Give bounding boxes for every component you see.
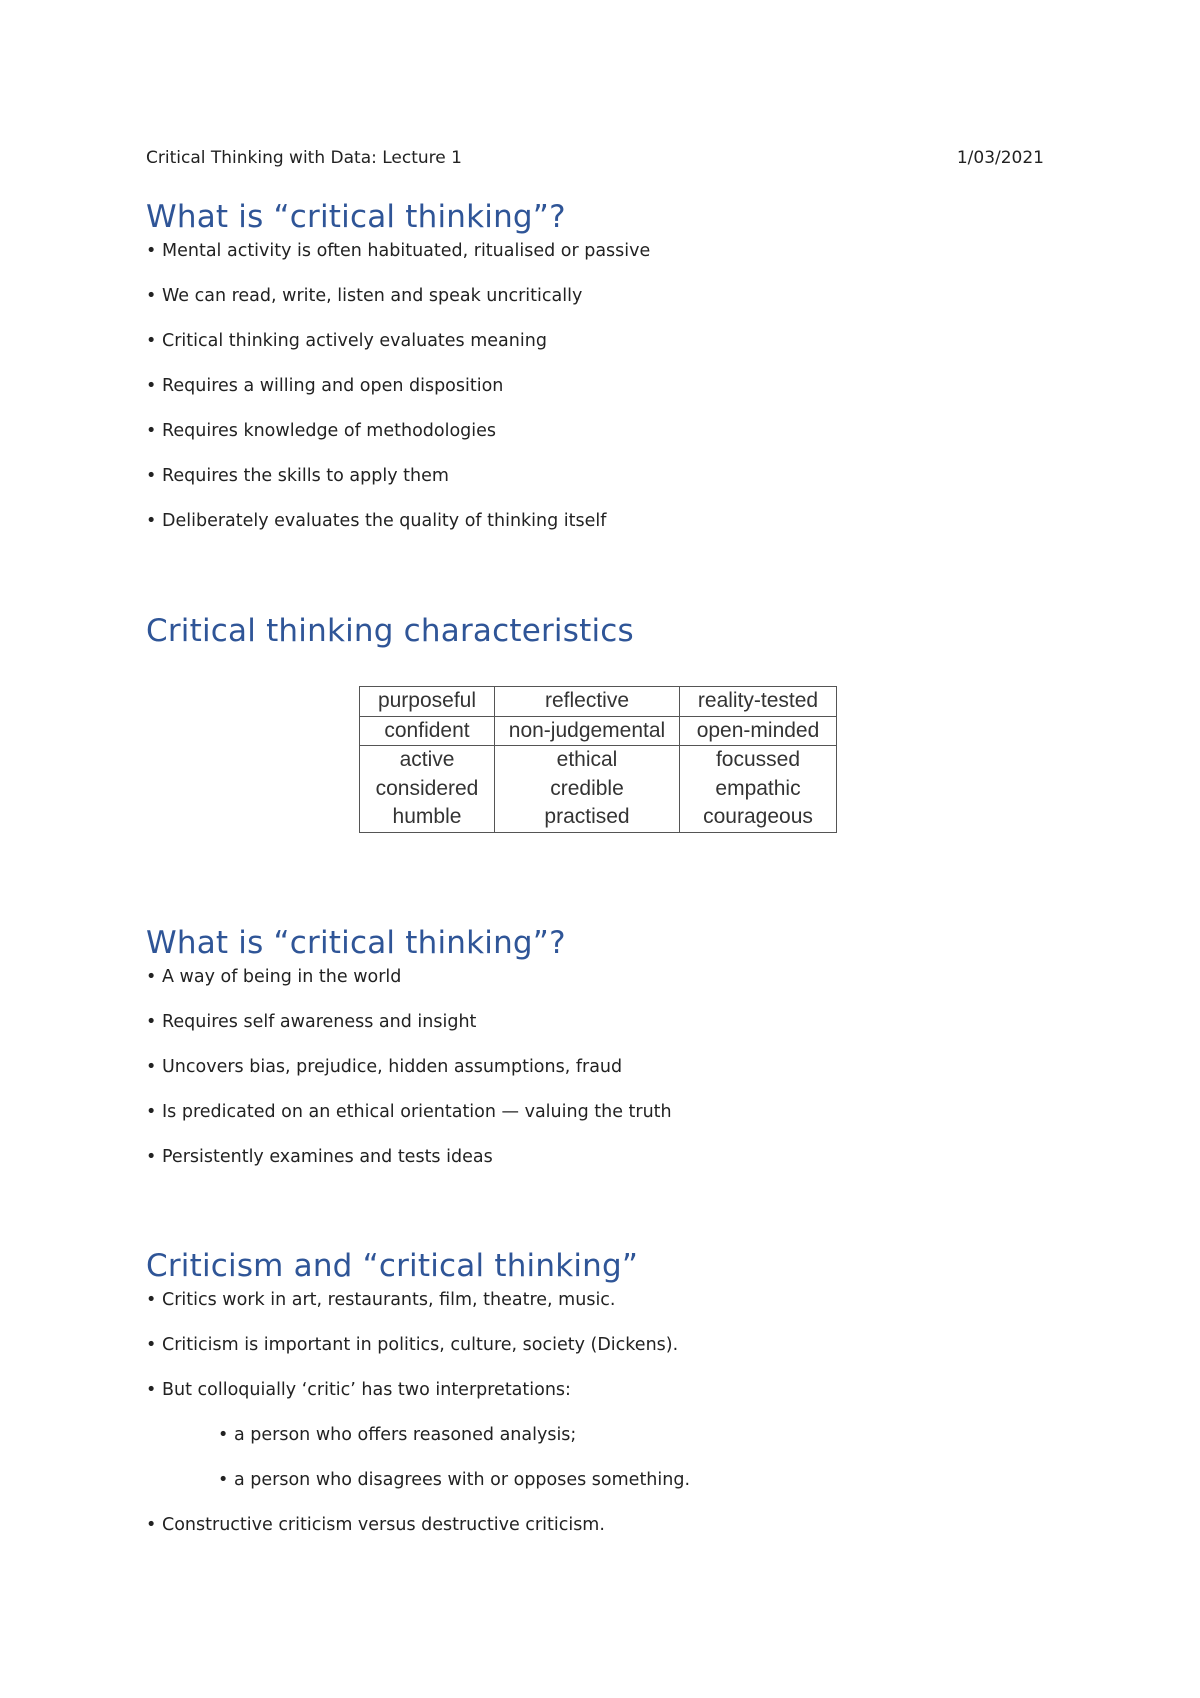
bullet-icon: • — [146, 331, 157, 351]
bullet-icon: • — [146, 1147, 157, 1167]
bullet-icon: • — [146, 241, 157, 261]
table-cell: empathic — [680, 775, 837, 804]
list-item — [146, 375, 1046, 397]
sub-list-item — [146, 1469, 1046, 1491]
bullet-icon: • — [146, 1102, 157, 1122]
bullet-text: Uncovers bias, prejudice, hidden assumptions, fraud — [162, 1057, 623, 1077]
bullet-text: A way of being in the world — [162, 967, 402, 987]
table-cell: humble — [360, 803, 495, 832]
bullet-icon: • — [146, 1012, 157, 1032]
table-cell: ethical — [495, 746, 680, 775]
bullet-text: But colloquially ‘critic’ has two interpretations: — [162, 1380, 571, 1400]
lecture-title: Critical Thinking with Data: Lecture 1 — [146, 148, 462, 168]
table-cell: considered — [360, 775, 495, 804]
bullet-text: Criticism is important in politics, culture, society (Dickens). — [162, 1335, 679, 1355]
bullet-text: Requires self awareness and insight — [162, 1012, 477, 1032]
bullet-text: Requires a willing and open disposition — [162, 376, 504, 396]
bullet-list — [146, 240, 1046, 532]
table-cell: open-minded — [680, 716, 837, 746]
list-item — [146, 1379, 1046, 1401]
table-cell: courageous — [680, 803, 837, 832]
bullet-list — [146, 966, 1046, 1168]
bullet-icon: • — [146, 466, 157, 486]
bullet-icon: • — [146, 1380, 157, 1400]
table-row — [360, 716, 837, 746]
section-heading: What is “critical thinking”? — [146, 199, 566, 235]
bullet-icon: • — [146, 376, 157, 396]
table-cell: credible — [495, 775, 680, 804]
bullet-icon: • — [218, 1470, 229, 1490]
lecture-date: 1/03/2021 — [956, 148, 1044, 168]
bullet-icon: • — [146, 511, 157, 531]
table-cell: reflective — [495, 687, 680, 717]
bullet-list — [146, 1289, 1046, 1536]
bullet-text: Critical thinking actively evaluates meaning — [162, 331, 547, 351]
list-item — [146, 1101, 1046, 1123]
list-item — [146, 420, 1046, 442]
list-item — [146, 1289, 1046, 1311]
section-what-is-critical-thinking-1 — [146, 198, 1046, 532]
list-item — [146, 1146, 1046, 1168]
bullet-icon: • — [146, 1057, 157, 1077]
list-item — [146, 1334, 1046, 1356]
table-cell: practised — [495, 803, 680, 832]
section-what-is-critical-thinking-2 — [146, 924, 1046, 1168]
table-cell: reality-tested — [680, 687, 837, 717]
bullet-text: Mental activity is often habituated, ritualised or passive — [162, 241, 651, 261]
list-item — [146, 240, 1046, 262]
bullet-text: a person who disagrees with or opposes something. — [234, 1470, 691, 1490]
page-header — [146, 148, 1044, 174]
bullet-icon: • — [218, 1425, 229, 1445]
bullet-icon: • — [146, 1335, 157, 1355]
bullet-text: Is predicated on an ethical orientation — valuing the truth — [162, 1102, 672, 1122]
list-item — [146, 285, 1046, 307]
characteristics-table — [359, 686, 837, 833]
table-row — [360, 746, 837, 775]
table-row — [360, 775, 837, 804]
list-item — [146, 1514, 1046, 1536]
section-criticism — [146, 1247, 1046, 1536]
sub-list-item — [146, 1424, 1046, 1446]
list-item — [146, 1056, 1046, 1078]
section-characteristics — [146, 612, 1046, 650]
bullet-icon: • — [146, 1515, 157, 1535]
list-item — [146, 330, 1046, 352]
bullet-text: We can read, write, listen and speak uncritically — [162, 286, 583, 306]
section-heading: Criticism and “critical thinking” — [146, 1248, 639, 1284]
bullet-text: Deliberately evaluates the quality of thinking itself — [162, 511, 607, 531]
list-item — [146, 966, 1046, 988]
bullet-icon: • — [146, 421, 157, 441]
section-heading: What is “critical thinking”? — [146, 925, 566, 961]
table-cell: active — [360, 746, 495, 775]
table-row — [360, 687, 837, 717]
table-cell: focussed — [680, 746, 837, 775]
bullet-text: Critics work in art, restaurants, film, theatre, music. — [162, 1290, 616, 1310]
table-row — [360, 803, 837, 832]
table-cell: confident — [360, 716, 495, 746]
bullet-text: Requires the skills to apply them — [162, 466, 449, 486]
bullet-text: a person who offers reasoned analysis; — [234, 1425, 577, 1445]
bullet-text: Constructive criticism versus destructive criticism. — [162, 1515, 605, 1535]
section-heading: Critical thinking characteristics — [146, 613, 634, 649]
bullet-icon: • — [146, 286, 157, 306]
bullet-icon: • — [146, 1290, 157, 1310]
table-cell: non-judgemental — [495, 716, 680, 746]
list-item — [146, 465, 1046, 487]
table-cell: purposeful — [360, 687, 495, 717]
list-item — [146, 1011, 1046, 1033]
bullet-text: Requires knowledge of methodologies — [162, 421, 497, 441]
bullet-icon: • — [146, 967, 157, 987]
list-item — [146, 510, 1046, 532]
bullet-text: Persistently examines and tests ideas — [162, 1147, 493, 1167]
